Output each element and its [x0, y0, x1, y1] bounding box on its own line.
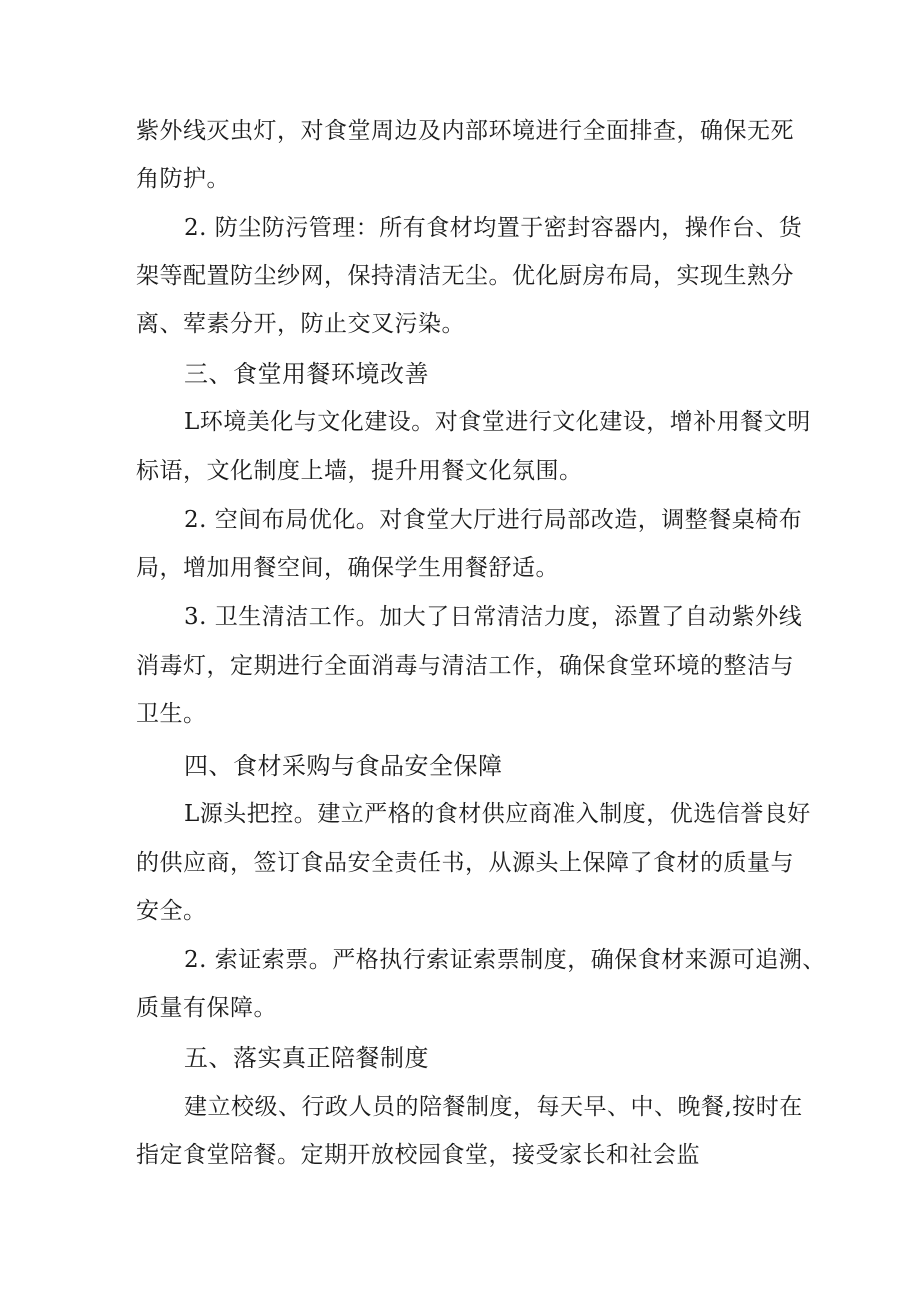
paragraph-line: L源头把控。建立严格的食材供应商准入制度，优选信誉良好	[184, 801, 811, 827]
paragraph-line: 紫外线灭虫灯，对食堂周边及内部环境进行全面排查，确保无死	[136, 118, 794, 144]
paragraph-line: 的供应商，签订食品安全责任书，从源头上保障了食材的质量与	[136, 850, 794, 876]
paragraph-line: L环境美化与文化建设。对食堂进行文化建设，增补用餐文明	[184, 409, 811, 435]
section-heading: 三、食堂用餐环境改善	[184, 360, 429, 388]
section-heading: 四、食材采购与食品安全保障	[184, 752, 503, 780]
paragraph-line: 离、荤素分开，防止交叉污染。	[136, 311, 465, 337]
paragraph-line: 标语，文化制度上墙，提升用餐文化氛围。	[136, 458, 583, 484]
paragraph-line: 安全。	[136, 898, 207, 924]
paragraph-line: 卫生。	[136, 701, 207, 727]
paragraph-line: 指定食堂陪餐。定期开放校园食堂，接受家长和社会监	[136, 1142, 700, 1168]
paragraph-line: 2. 空间布局优化。对食堂大厅进行局部改造，调整餐桌椅布	[184, 507, 803, 533]
paragraph-line: 局，增加用餐空间，确保学生用餐舒适。	[136, 555, 559, 581]
paragraph-line: 3. 卫生清洁工作。加大了日常清洁力度，添置了自动紫外线	[184, 604, 803, 630]
paragraph-line: 建立校级、行政人员的陪餐制度，每天早、中、晚餐,按时在	[184, 1094, 803, 1120]
paragraph-line: 2. 索证索票。严格执行索证索票制度，确保食材来源可追溯、	[184, 947, 826, 973]
paragraph-line: 架等配置防尘纱网，保持清洁无尘。优化厨房布局，实现生熟分	[136, 263, 794, 289]
paragraph-line: 消毒灯，定期进行全面消毒与清洁工作，确保食堂环境的整洁与	[136, 653, 794, 679]
section-heading: 五、落实真正陪餐制度	[184, 1044, 429, 1072]
paragraph-line: 2. 防尘防污管理：所有食材均置于密封容器内，操作台、货	[184, 215, 803, 241]
paragraph-line: 质量有保障。	[136, 995, 277, 1021]
paragraph-line: 角防护。	[136, 166, 230, 192]
